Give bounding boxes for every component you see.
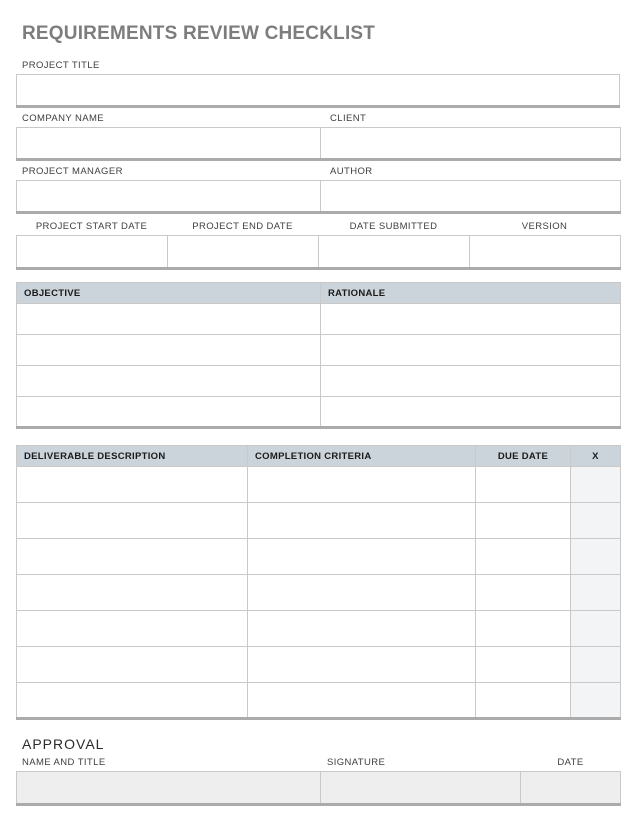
table-cell[interactable] (476, 683, 571, 719)
completion-criteria-header-cell: COMPLETION CRITERIA (248, 446, 476, 467)
date-field-box (16, 235, 621, 270)
table-row (17, 128, 621, 160)
table-cell[interactable] (476, 647, 571, 683)
table-cell[interactable] (17, 467, 248, 503)
client-field[interactable] (321, 128, 621, 160)
company-name-field[interactable] (17, 128, 321, 160)
table-cell[interactable] (248, 575, 476, 611)
table-row (17, 335, 621, 366)
company-name-label: COMPANY NAME (22, 113, 105, 124)
table-cell[interactable] (248, 611, 476, 647)
table-row (17, 683, 621, 719)
due-date-header-cell: DUE DATE (476, 446, 571, 467)
objective-header-cell: OBJECTIVE (17, 283, 321, 304)
x-header-cell: X (571, 446, 621, 467)
project-title-label: PROJECT TITLE (22, 60, 100, 71)
table-cell[interactable] (248, 467, 476, 503)
table-cell[interactable] (248, 539, 476, 575)
objective-table (16, 282, 621, 429)
table-cell[interactable] (476, 503, 571, 539)
company-client-field-box (16, 127, 621, 161)
table-row (17, 366, 621, 397)
table-cell[interactable] (17, 611, 248, 647)
table-header-row (17, 446, 621, 467)
table-row (17, 503, 621, 539)
date-labels (16, 222, 620, 235)
date-submitted-label: DATE SUBMITTED (349, 221, 438, 232)
table-row (17, 397, 621, 428)
table-row (17, 304, 621, 335)
company-client-labels (16, 114, 620, 127)
table-cell[interactable] (17, 539, 248, 575)
table-cell[interactable] (571, 611, 621, 647)
table-cell[interactable] (17, 366, 321, 397)
table-cell[interactable] (571, 503, 621, 539)
author-label: AUTHOR (330, 166, 373, 177)
table-cell[interactable] (571, 467, 621, 503)
table-row (17, 75, 620, 107)
table-cell[interactable] (17, 503, 248, 539)
version-label: VERSION (521, 221, 568, 232)
approval-field-box (16, 771, 621, 806)
table-cell[interactable] (476, 467, 571, 503)
name-and-title-label: NAME AND TITLE (22, 757, 106, 768)
project-end-date-field[interactable] (168, 236, 319, 269)
table-cell[interactable] (17, 647, 248, 683)
project-start-date-field[interactable] (17, 236, 168, 269)
table-row (17, 539, 621, 575)
signature-label: SIGNATURE (326, 757, 386, 768)
table-cell[interactable] (17, 575, 248, 611)
rationale-header-cell: RATIONALE (321, 283, 621, 304)
signature-field[interactable] (321, 772, 521, 805)
table-cell[interactable] (476, 575, 571, 611)
page-title: REQUIREMENTS REVIEW CHECKLIST (22, 23, 376, 44)
manager-author-labels (16, 167, 620, 180)
table-cell[interactable] (571, 647, 621, 683)
table-cell[interactable] (17, 397, 321, 428)
table-row (17, 647, 621, 683)
approval-heading: APPROVAL (22, 736, 105, 752)
table-cell[interactable] (321, 304, 621, 335)
project-title-field[interactable] (17, 75, 620, 107)
table-cell[interactable] (476, 611, 571, 647)
approval-date-label: DATE (557, 757, 584, 768)
project-manager-label: PROJECT MANAGER (22, 166, 123, 177)
table-cell[interactable] (476, 539, 571, 575)
table-cell[interactable] (248, 647, 476, 683)
table-cell[interactable] (571, 683, 621, 719)
table-cell[interactable] (571, 575, 621, 611)
deliverables-table (16, 445, 621, 720)
author-field[interactable] (321, 181, 621, 213)
table-row (17, 772, 621, 805)
table-cell[interactable] (248, 683, 476, 719)
approval-labels (16, 758, 620, 771)
table-row (17, 575, 621, 611)
table-row (17, 611, 621, 647)
table-cell[interactable] (17, 304, 321, 335)
table-row (17, 236, 621, 269)
table-row (17, 181, 621, 213)
table-cell[interactable] (248, 503, 476, 539)
table-cell[interactable] (571, 539, 621, 575)
table-cell[interactable] (321, 335, 621, 366)
project-title-field-box (16, 74, 620, 108)
table-cell[interactable] (321, 366, 621, 397)
project-manager-field[interactable] (17, 181, 321, 213)
deliverable-description-header-cell: DELIVERABLE DESCRIPTION (17, 446, 248, 467)
project-start-date-label: PROJECT START DATE (35, 221, 148, 232)
approval-date-field[interactable] (521, 772, 621, 805)
date-submitted-field[interactable] (319, 236, 470, 269)
table-header-row (17, 283, 621, 304)
table-cell[interactable] (321, 397, 621, 428)
project-end-date-label: PROJECT END DATE (192, 221, 293, 232)
table-cell[interactable] (17, 683, 248, 719)
client-label: CLIENT (330, 113, 367, 124)
table-row (17, 467, 621, 503)
table-cell[interactable] (17, 335, 321, 366)
name-and-title-field[interactable] (17, 772, 321, 805)
manager-author-field-box (16, 180, 621, 214)
version-field[interactable] (470, 236, 621, 269)
